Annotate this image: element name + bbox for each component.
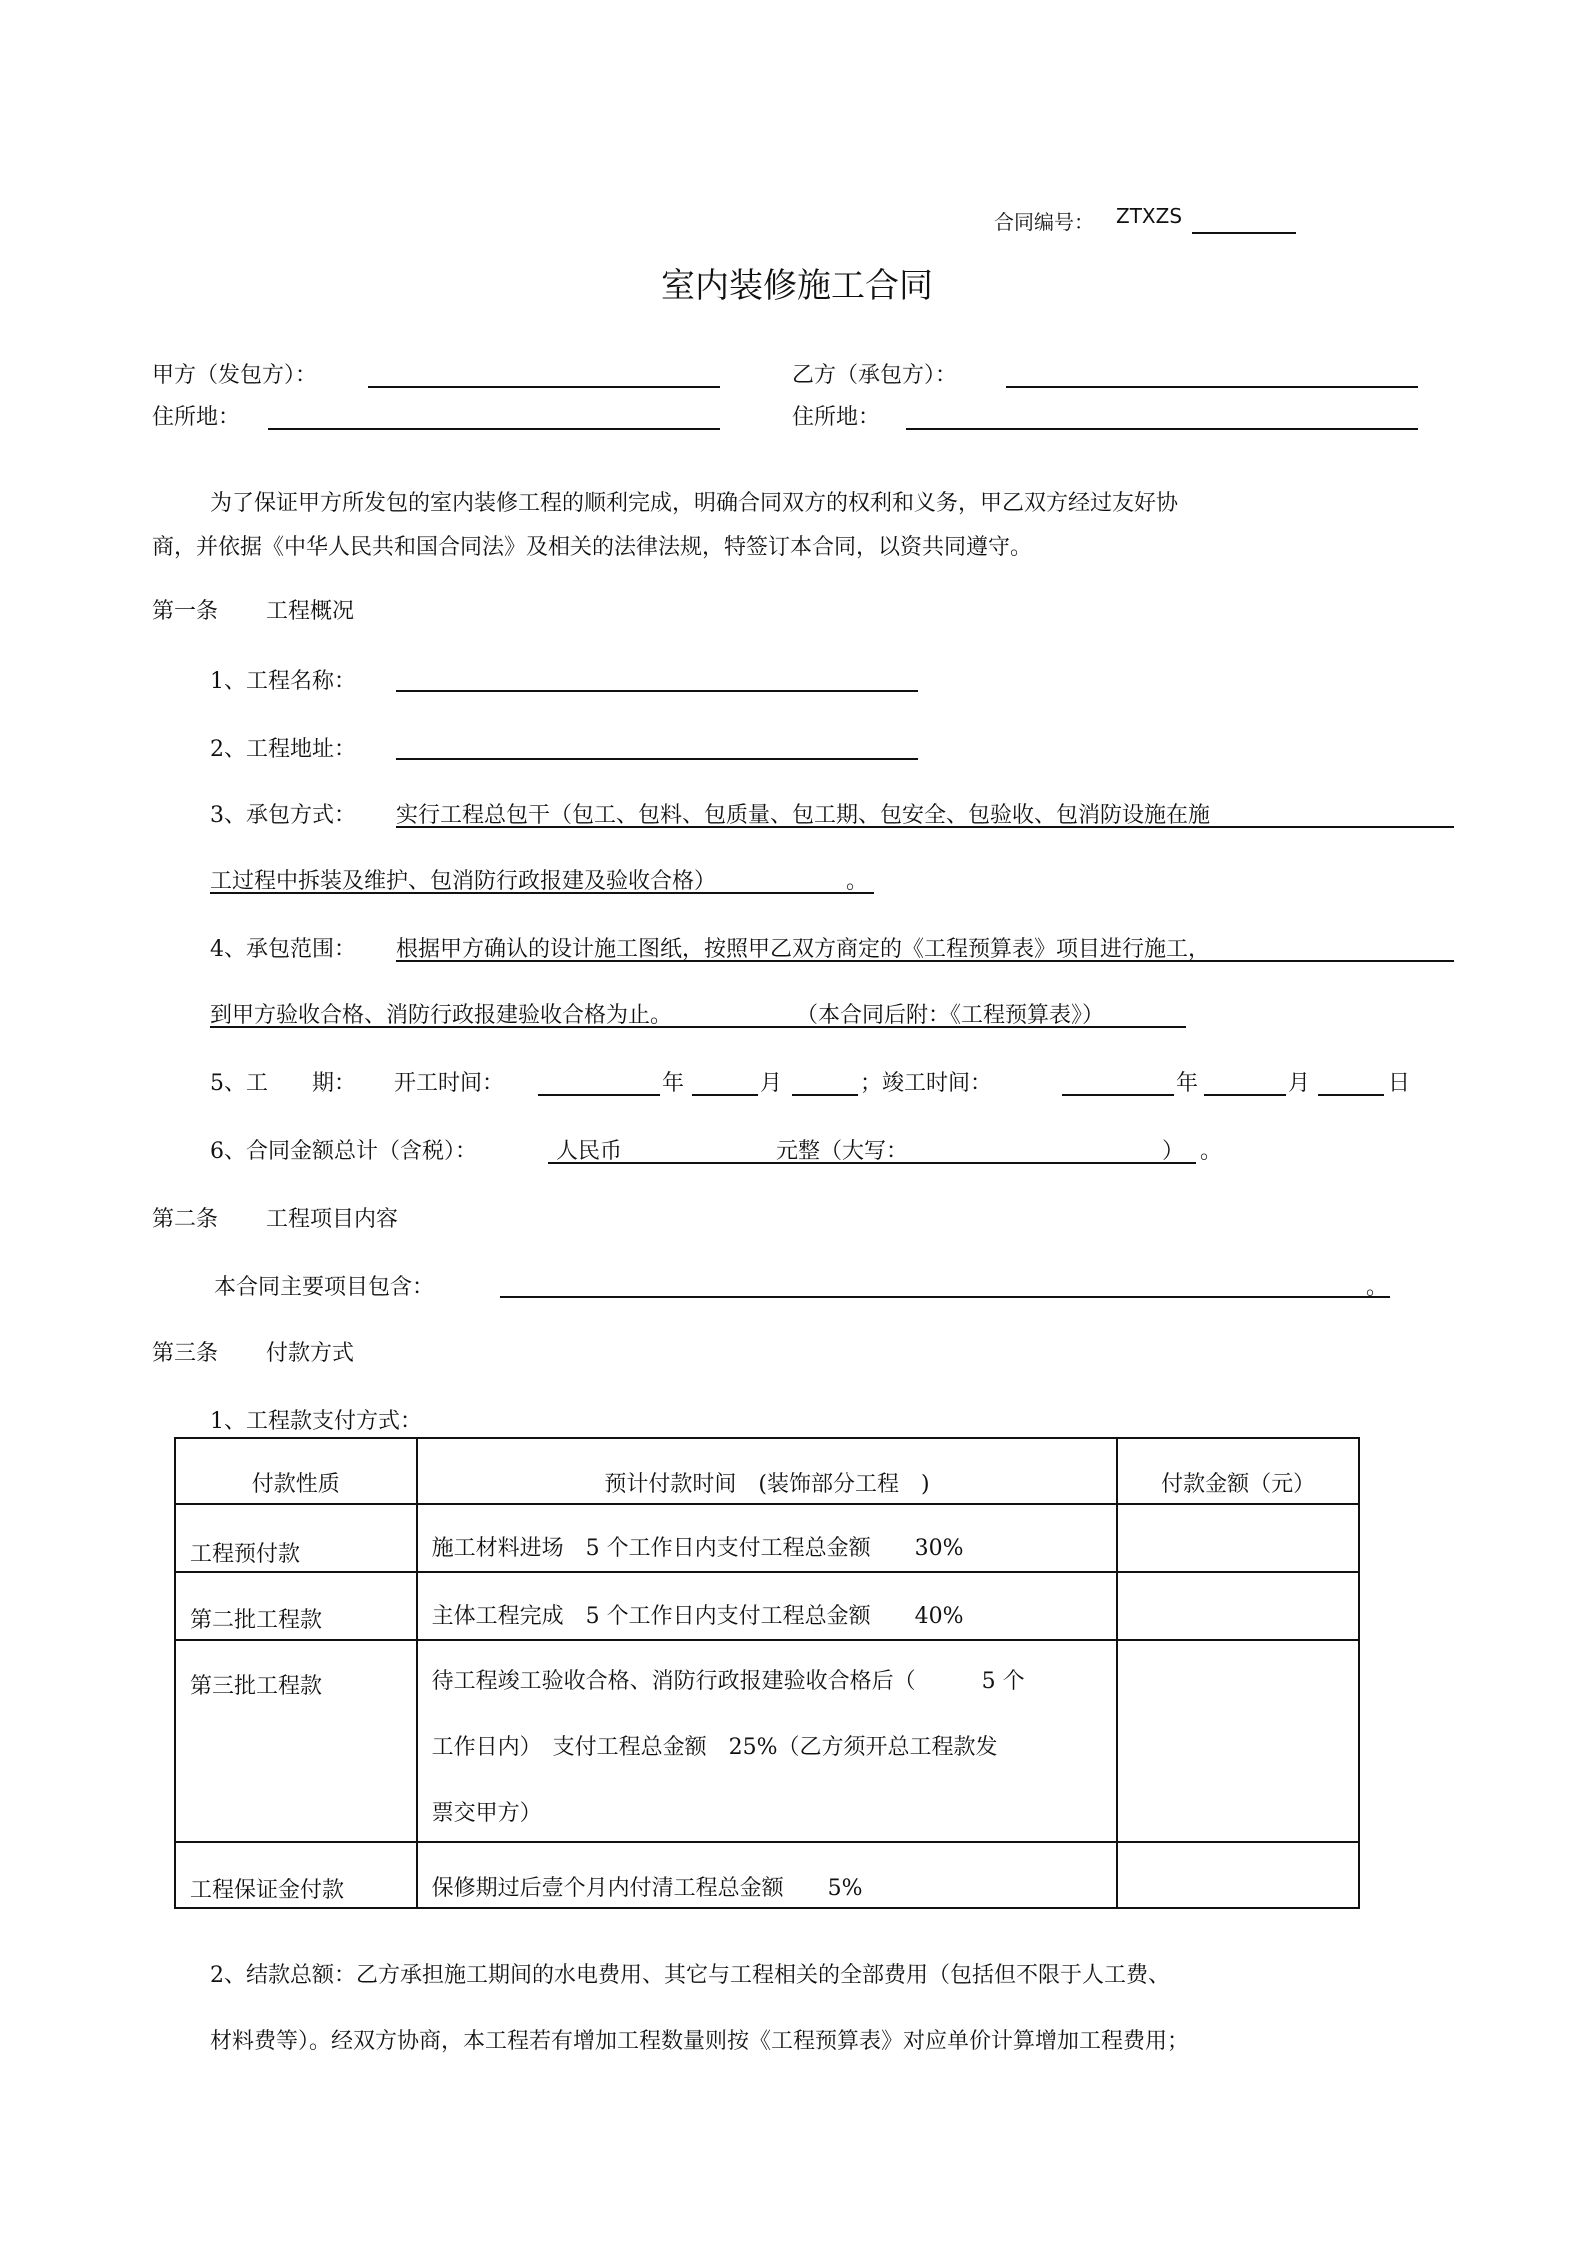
contract-amount-field[interactable] (548, 1162, 1196, 1164)
period-label: 5、工 期： (210, 1071, 356, 1096)
contract-scope-underline-1 (396, 960, 1454, 962)
settlement-line-1: 2、结款总额：乙方承担施工期间的水电费用、其它与工程相关的全部费用（包括但不限于人工费、 (210, 1963, 1171, 1988)
row-2-type: 第二批工程款 (175, 1572, 417, 1640)
intro-line-2: 商，并依据《中华人民共和国合同法》及相关的法律法规，特签订本合同，以资共同遵守。 (152, 535, 1033, 560)
start-day-field[interactable] (792, 1094, 858, 1096)
contract-scope-label: 4、承包范围： (210, 937, 356, 962)
settlement-line-2: 材料费等）。经双方协商，本工程若有增加工程数量则按《工程预算表》对应单价计算增加工程费用； (210, 2029, 1190, 2054)
start-month-field[interactable] (692, 1094, 758, 1096)
payment-table (174, 1437, 1360, 1909)
end-day-unit: 日 (1388, 1071, 1411, 1096)
header-payment-time: 预计付款时间 (装饰部分工程 ) (417, 1438, 1118, 1504)
article-3-number: 第三条 (152, 1341, 219, 1366)
row-3-time (417, 1640, 1118, 1842)
row-2-time: 主体工程完成 5 个工作日内支付工程总金额 40% (417, 1572, 1118, 1640)
contract-number-value: ZTXZS (1116, 204, 1183, 228)
contract-amount-label: 6、合同金额总计（含税）： (210, 1139, 477, 1164)
table-row (175, 1640, 1359, 1842)
row-3-time-line-3: 票交甲方） (431, 1801, 542, 1826)
contract-mode-underline-1 (396, 826, 1454, 828)
start-year-field[interactable] (538, 1094, 660, 1096)
contract-number-field[interactable] (1192, 232, 1296, 234)
contract-mode-end: 。 (846, 869, 869, 894)
article-1-number: 第一条 (152, 599, 219, 624)
table-row (175, 1504, 1359, 1572)
party-a-label: 甲方（发包方）： (152, 363, 318, 388)
project-items-end: 。 (1366, 1275, 1389, 1300)
project-address-label: 2、工程地址： (210, 737, 356, 762)
end-month-unit: 月 (1288, 1071, 1311, 1096)
party-a-address-field[interactable] (268, 428, 720, 430)
row-3-type: 第三批工程款 (175, 1640, 417, 1842)
project-items-label: 本合同主要项目包含： (214, 1275, 435, 1300)
party-b-field[interactable] (1006, 386, 1418, 388)
table-header-row (175, 1438, 1359, 1504)
end-month-field[interactable] (1204, 1094, 1286, 1096)
row-4-amount[interactable] (1117, 1842, 1359, 1908)
amount-close-paren: ） (1162, 1139, 1185, 1164)
row-3-time-line-1: 待工程竣工验收合格、消防行政报建验收合格后（ 5 个 (431, 1669, 1025, 1694)
party-b-label: 乙方（承包方）： (792, 363, 958, 388)
row-4-time: 保修期过后壹个月内付清工程总金额 5% (417, 1842, 1118, 1908)
article-2-title: 工程项目内容 (266, 1207, 399, 1232)
page-title: 室内装修施工合同 (661, 266, 933, 306)
row-3-amount[interactable] (1117, 1640, 1359, 1842)
amount-end: 。 (1200, 1139, 1223, 1164)
party-a-address-label: 住所地： (152, 405, 241, 430)
article-1-title: 工程概况 (266, 599, 355, 624)
row-3-time-line-2: 工作日内） 支付工程总金额 25%（乙方须开总工程款发 (431, 1735, 998, 1760)
start-month-unit: 月 (760, 1071, 783, 1096)
project-name-field[interactable] (396, 690, 918, 692)
contract-scope-underline-2 (210, 1026, 1186, 1028)
party-a-field[interactable] (368, 386, 720, 388)
start-year-unit: 年 (662, 1071, 685, 1096)
table-row (175, 1842, 1359, 1908)
header-payment-amount: 付款金额（元） (1117, 1438, 1359, 1504)
amount-rmb-label: 人民币 (556, 1139, 623, 1164)
contract-mode-underline-2 (210, 892, 874, 894)
row-4-type: 工程保证金付款 (175, 1842, 417, 1908)
amount-yuan-label: 元整（大写： (776, 1139, 909, 1164)
row-1-time: 施工材料进场 5 个工作日内支付工程总金额 30% (417, 1504, 1118, 1572)
end-time-label: ；竣工时间： (860, 1071, 993, 1096)
header-payment-type: 付款性质 (175, 1438, 417, 1504)
table-row (175, 1572, 1359, 1640)
end-day-field[interactable] (1318, 1094, 1384, 1096)
contract-scope-text-1: 根据甲方确认的设计施工图纸，按照甲乙双方商定的《工程预算表》项目进行施工， (396, 937, 1211, 962)
row-1-type: 工程预付款 (175, 1504, 417, 1572)
contract-scope-text-3: （本合同后附：《工程预算表》） (796, 1003, 1105, 1028)
article-2-number: 第二条 (152, 1207, 219, 1232)
contract-mode-label: 3、承包方式： (210, 803, 356, 828)
contract-mode-text-2: 工过程中拆装及维护、包消防行政报建及验收合格） (210, 869, 717, 894)
intro-line-1: 为了保证甲方所发包的室内装修工程的顺利完成，明确合同双方的权利和义务，甲乙双方经过友好协 (210, 491, 1179, 516)
row-2-amount[interactable] (1117, 1572, 1359, 1640)
article-3-title: 付款方式 (266, 1341, 355, 1366)
contract-number-label: 合同编号： (994, 210, 1094, 234)
end-year-field[interactable] (1062, 1094, 1174, 1096)
payment-method-label: 1、工程款支付方式： (210, 1409, 422, 1434)
end-year-unit: 年 (1176, 1071, 1199, 1096)
contract-mode-text-1: 实行工程总包干（包工、包料、包质量、包工期、包安全、包验收、包消防设施在施 (396, 803, 1211, 828)
contract-scope-text-2: 到甲方验收合格、消防行政报建验收合格为止。 (210, 1003, 673, 1028)
start-time-label: 开工时间： (394, 1071, 505, 1096)
project-name-label: 1、工程名称： (210, 669, 356, 694)
project-items-field[interactable] (500, 1296, 1390, 1298)
party-b-address-field[interactable] (906, 428, 1418, 430)
row-1-amount[interactable] (1117, 1504, 1359, 1572)
party-b-address-label: 住所地： (792, 405, 881, 430)
project-address-field[interactable] (396, 758, 918, 760)
